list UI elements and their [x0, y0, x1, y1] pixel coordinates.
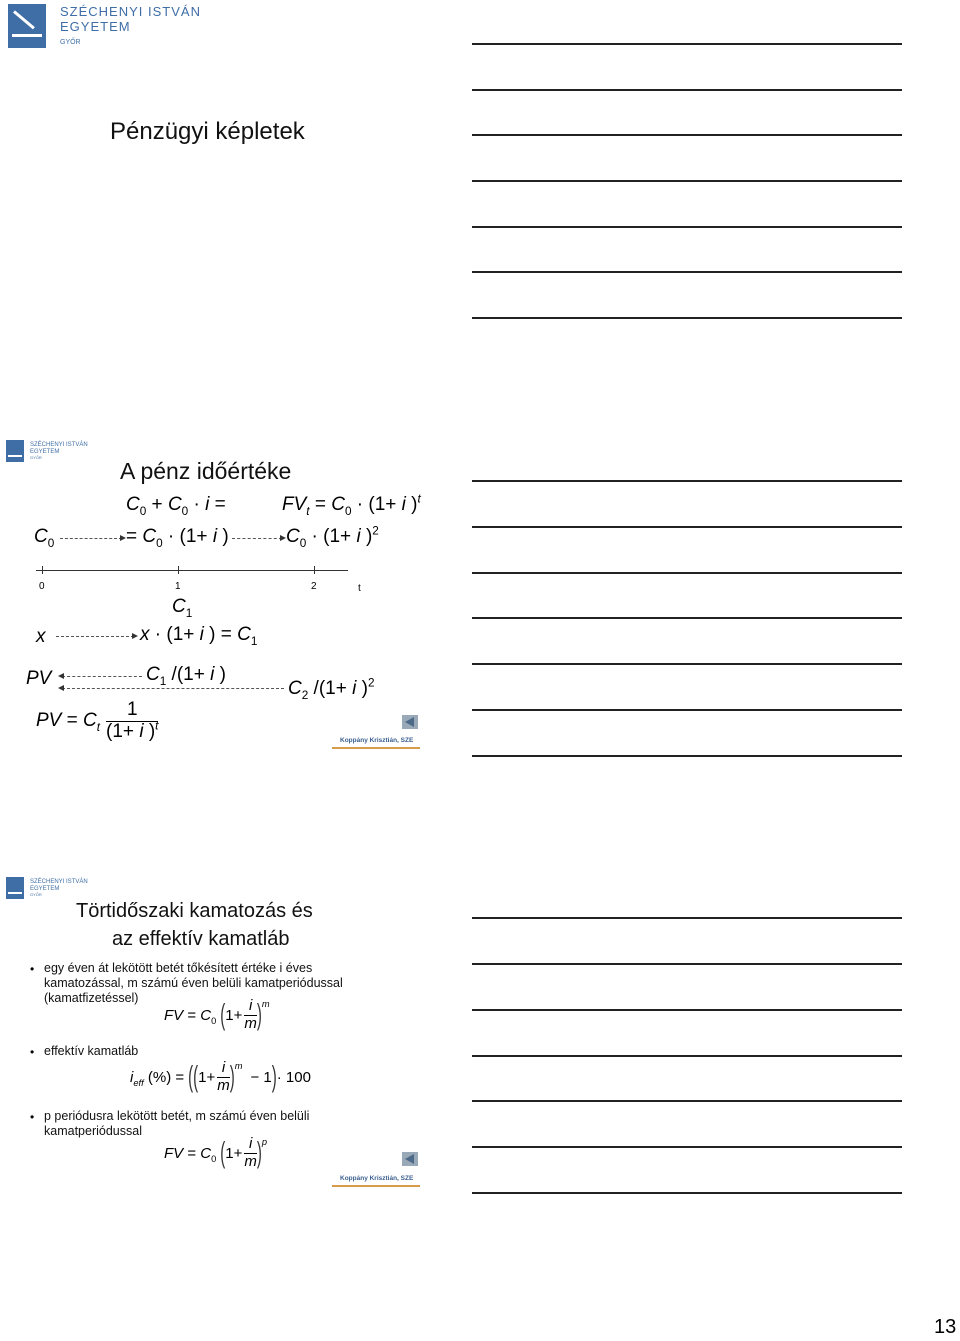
formula-c1: $C_1$ [172, 596, 193, 620]
note-line [472, 917, 902, 919]
formula-fv-compound: FV = $C_0$ ( 1+ $\frac{i}{m}$ ) m [164, 997, 270, 1032]
note-line [472, 226, 902, 228]
label-pv: PV [26, 668, 52, 689]
arrow-head [58, 685, 64, 691]
back-button[interactable] [402, 715, 418, 729]
logo-line3: GYŐR [60, 38, 81, 46]
formula-c1-discount: $C_1$ /(1+ i ) [146, 664, 226, 688]
note-line [472, 317, 902, 319]
timeline-label-0: 0 [39, 581, 45, 592]
note-line [472, 1009, 902, 1011]
bullet-dot: • [30, 962, 35, 976]
note-line [472, 1100, 902, 1102]
timeline-axis [36, 570, 348, 571]
formula-pv: PV = $C_t$ $\frac{1}{(1+ i )^t}$ [36, 699, 159, 742]
note-line [472, 180, 902, 182]
note-line [472, 89, 902, 91]
bullet-1: egy éven át lekötött betét tőkésített értéke i éves kamatozással, m számú éven belüli kamatperiódussal (kamatfizetéssel) [44, 961, 343, 1005]
timeline-label-t: t [358, 583, 361, 594]
note-line [472, 480, 902, 482]
timeline-tick [314, 566, 315, 574]
formula-c0-1plusi-sq: $C_0 \cdot (1+ i$ )$^2$ [286, 524, 379, 550]
timeline-label-1: 1 [175, 581, 181, 592]
arrow-head [132, 633, 138, 639]
university-logo [8, 4, 201, 48]
logo-mark-icon [8, 4, 46, 48]
logo-line2: EGYETEM [30, 885, 60, 892]
note-line [472, 709, 902, 711]
formula-fv-periods: FV = $C_0$ ( 1+ $\frac{i}{m}$ ) p [164, 1135, 268, 1170]
arrow-right [232, 538, 282, 539]
logo-line2: EGYETEM [60, 18, 131, 34]
formula-x-growth: x · (1+ i ) = $C_1$ [140, 624, 258, 648]
slide3-title-line2: az effektív kamatláb [112, 928, 290, 950]
logo-mark-icon [6, 877, 24, 899]
note-line [472, 617, 902, 619]
logo-line3: GYŐR [30, 454, 42, 460]
logo-line1: SZÉCHENYI ISTVÁN [60, 4, 201, 20]
note-line [472, 572, 902, 574]
author-underline [332, 747, 420, 749]
formula-c0: $C_0$ [34, 526, 55, 550]
slide2-title: A pénz időértéke [120, 458, 292, 484]
formula-c0-1plusi: = $C_0 \cdot (1+ i$ ) [126, 526, 229, 550]
logo-line3: GYŐR [30, 891, 42, 897]
slide3-title-line1: Törtidőszaki kamatozás és [76, 900, 313, 922]
bullet-dot: • [30, 1045, 35, 1059]
note-line [472, 1146, 902, 1148]
note-line [472, 663, 902, 665]
arrow-head [58, 673, 64, 679]
bullet-3: p periódusra lekötött betét, m számú éven belüli kamatperiódussal [44, 1109, 310, 1138]
logo-line1: SZÉCHENYI ISTVÁN [30, 441, 88, 448]
slide1-title: Pénzügyi képletek [110, 118, 305, 145]
note-line [472, 1055, 902, 1057]
note-line [472, 526, 902, 528]
timeline-tick [42, 566, 43, 574]
arrow-right [60, 538, 122, 539]
logo-line1: SZÉCHENYI ISTVÁN [30, 878, 88, 885]
slide3-logo [6, 877, 88, 899]
note-line [472, 134, 902, 136]
author-underline [332, 1185, 420, 1187]
timeline-tick [178, 566, 179, 574]
formula-c2-discount: $C_2$ /(1+ i )$^2$ [288, 676, 375, 702]
formula-effective-rate: $i_{eff}$ (%) = ( ( 1+ $\frac{i}{m}$ ) m − 1 ) · 100 [130, 1059, 311, 1094]
note-line [472, 755, 902, 757]
timeline-label-2: 2 [311, 581, 317, 592]
arrow-left [62, 688, 284, 689]
slide2-logo [6, 440, 88, 462]
label-x: x [36, 626, 46, 647]
arrow-right [56, 636, 134, 637]
back-button[interactable] [402, 1152, 418, 1166]
page-number: 13 [934, 1316, 957, 1338]
logo-mark-icon [6, 440, 24, 462]
note-line [472, 43, 902, 45]
note-line [472, 1192, 902, 1194]
formula-fv: $FV_t = C_0 \cdot (1+ i$ )$^t$ [282, 492, 421, 518]
note-line [472, 271, 902, 273]
slide2-author: Koppány Krisztián, SZE [340, 737, 414, 744]
arrow-left [62, 676, 142, 677]
slide3-author: Koppány Krisztián, SZE [340, 1175, 414, 1182]
formula-c0-plus-interest: $C_0 + C_0 \cdot i$ = [126, 494, 226, 518]
bullet-2: effektív kamatláb [44, 1044, 139, 1058]
logo-line2: EGYETEM [30, 448, 60, 455]
bullet-dot: • [30, 1110, 35, 1124]
note-line [472, 963, 902, 965]
